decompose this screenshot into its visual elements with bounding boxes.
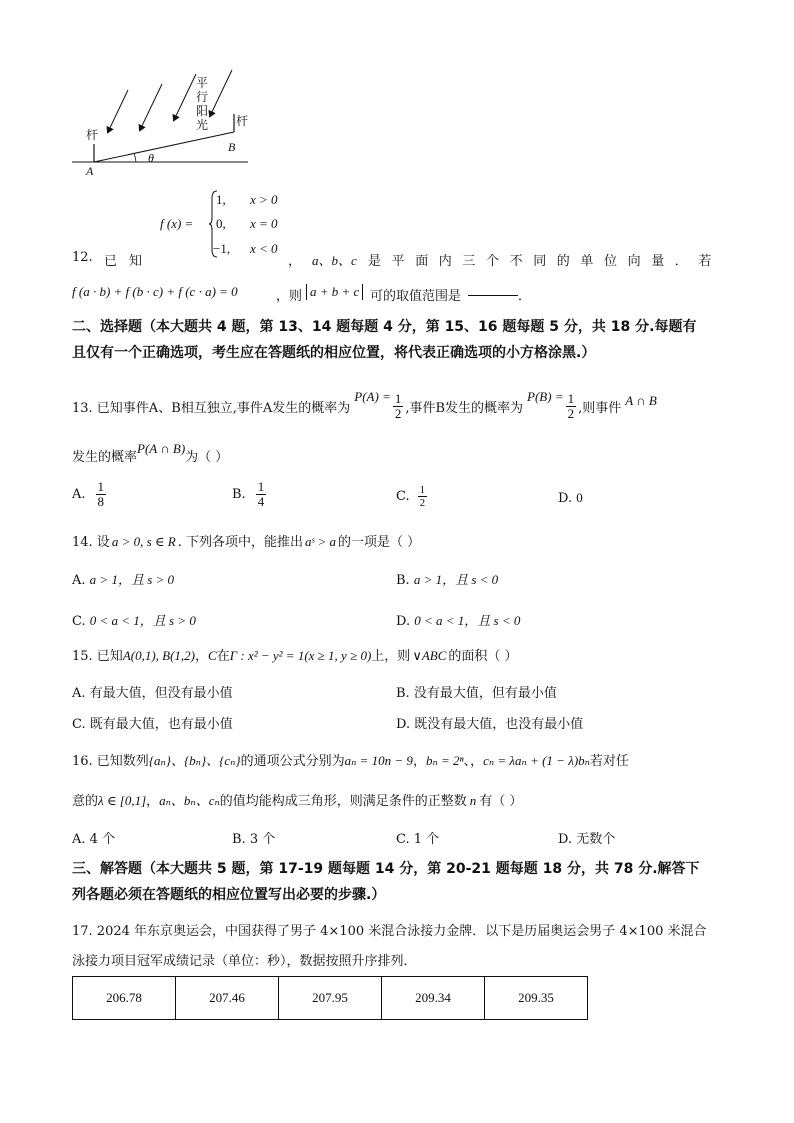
q15-option-d[interactable]: D. 既没有最大值，也没有最小值 (396, 717, 584, 732)
q14-stem: 14. 设 a > 0, s ∈ R . 下列各项中，能推出 aˢ > a 的一项是（ ） (72, 534, 421, 550)
figure-point-a: A (86, 164, 94, 178)
q13-option-c[interactable]: C. $\frac{1}{2}$ (396, 484, 426, 509)
figure-pole-right-label: 杆 (236, 114, 249, 128)
q13-pa-frac: $\frac{1}{2}$ (394, 391, 402, 421)
q13-pa: P(A) = (354, 388, 391, 404)
q12-text4: 可的取值范围是 (370, 289, 462, 304)
q12-answer-blank[interactable] (468, 285, 518, 300)
q12-func-name: f (x) = (160, 216, 194, 231)
q12-case-cond-2: x = 0 (250, 216, 278, 231)
q12-vectors: a、b、c (312, 253, 357, 268)
q12-case-value-1: 1, (216, 192, 226, 207)
q16-option-d[interactable]: D. 无数个 (558, 832, 616, 847)
q14-option-b[interactable]: B. a > 1，且 s < 0 (396, 572, 499, 588)
q12-text1: 已知 (104, 254, 155, 269)
q13-option-a[interactable]: A. $\frac{1}{8}$ (72, 479, 105, 509)
q16-option-a[interactable]: A. 4 个 (72, 832, 116, 847)
angle-arc (134, 153, 136, 162)
q12-text2: 是平面内三个不同的单位向量．若 (368, 254, 723, 269)
q17-line2: 泳接力项目冠军成绩记录（单位：秒），数据按照升序排列． (72, 954, 417, 969)
q12-end: ． (518, 289, 532, 304)
q14-option-d[interactable]: D. 0 < a < 1，且 s < 0 (396, 613, 521, 629)
sun-ray-4 (210, 70, 232, 116)
q13-line2 (72, 441, 229, 465)
section2-line1: 二、选择题（本大题共 4 题，第 13、14 题每题 4 分，第 15、16 题每题 5 分，共 18 分.每题有 (72, 319, 697, 335)
q13-line2-b: 为（ ） (185, 450, 229, 465)
q13-suffix: ,则事件 (578, 401, 622, 416)
q12-case-cond-1: x > 0 (250, 192, 278, 207)
section3-line2: 列各题必须在答题纸的相应位置写出必要的步骤.） (72, 887, 386, 903)
q12-comma: ， (288, 254, 302, 269)
q13-line2-a: 发生的概率 (72, 450, 138, 465)
record-cell-5: 209.35 (485, 977, 588, 1020)
q15-option-b[interactable]: B. 没有最大值，但有最小值 (396, 686, 557, 701)
figure-angle-label: θ (148, 151, 154, 165)
q12-number: 12. (72, 250, 93, 265)
figure-pole-left-label: 杆 (86, 128, 99, 142)
sun-ray-2 (140, 84, 162, 130)
q13-prefix: 13. 已知事件A、B相互独立,事件A发生的概率为 (72, 401, 351, 416)
record-cell-3: 207.95 (279, 977, 382, 1020)
q12-case-value-2: 0, (216, 216, 226, 231)
q13-option-b[interactable]: B. $\frac{1}{4}$ (232, 479, 265, 509)
record-cell-4: 209.34 (382, 977, 485, 1020)
slope-line (94, 132, 234, 162)
q13-line2-expr: P(A ∩ B) (137, 441, 186, 456)
q13-pb-frac: $\frac{1}{2}$ (567, 391, 575, 421)
figure-point-b: B (228, 140, 236, 154)
q17-records-table (72, 976, 588, 1020)
q12-condition: f (a · b) + f (b · c) + f (c · a) = 0 (72, 284, 238, 299)
q13-mid: ,事件B发生的概率为 (405, 401, 524, 416)
q13-event: A ∩ B (625, 392, 657, 408)
q13-pb: P(B) = (527, 388, 564, 404)
q14-option-a[interactable]: A. a > 1，且 s > 0 (72, 572, 175, 588)
q16-option-b[interactable]: B. 3 个 (232, 832, 276, 847)
q13-option-d[interactable]: D. 0 (558, 490, 583, 506)
q16-line1: 16. 已知数列{aₙ}、{bₙ}、{cₙ}的通项公式分别为aₙ = 10n − 9，bₙ = 2ⁿ、，cₙ = λaₙ + (1 − λ)bₙ若对任 (72, 753, 629, 769)
q16-option-c[interactable]: C. 1 个 (396, 832, 440, 847)
q15-option-a[interactable]: A. 有最大值，但没有最小值 (72, 686, 233, 701)
q13-line1 (72, 388, 657, 421)
q16-line2: 意的λ ∈ [0,1]，aₙ、bₙ、cₙ的值均能构成三角形，则满足条件的正整数 n 有（ ） (72, 793, 523, 809)
q12-case-value-3: −1, (213, 241, 231, 256)
record-cell-2: 207.46 (176, 977, 279, 1020)
table-row (73, 977, 588, 1020)
record-cell-1: 206.78 (73, 977, 176, 1020)
q14-option-c[interactable]: C. 0 < a < 1，且 s > 0 (72, 613, 196, 629)
q15-stem: 15. 已知A(0,1), B(1,2)，C在Γ : x² − y² = 1(x ≥ 1, y ≥ 0)上，则 ∨ABC 的面积（ ） (72, 648, 518, 664)
sun-ray-1 (108, 90, 128, 132)
figure-sun-label: 平行阳光 (196, 76, 209, 132)
q12-text3: ，则 (276, 289, 303, 304)
sun-ray-3 (174, 74, 196, 120)
q12-case-cond-3: x < 0 (250, 241, 278, 256)
q15-option-c[interactable]: C. 既有最大值，也有最小值 (72, 717, 233, 732)
section2-line2: 且仅有一个正确选项，考生应在答题纸的相应位置，将代表正确选项的小方格涂黑.） (72, 345, 596, 361)
section3-line1: 三、解答题（本大题共 5 题，第 17-19 题每题 14 分，第 20-21 题每题 18 分，共 78 分.解答下 (72, 861, 700, 877)
q12-expr: a + b + c (306, 284, 363, 300)
q17-line1: 17. 2024 年东京奥运会，中国获得了男子 4×100 米混合泳接力金牌．以下是历届奥运会男子 4×100 米混合 (72, 924, 707, 939)
